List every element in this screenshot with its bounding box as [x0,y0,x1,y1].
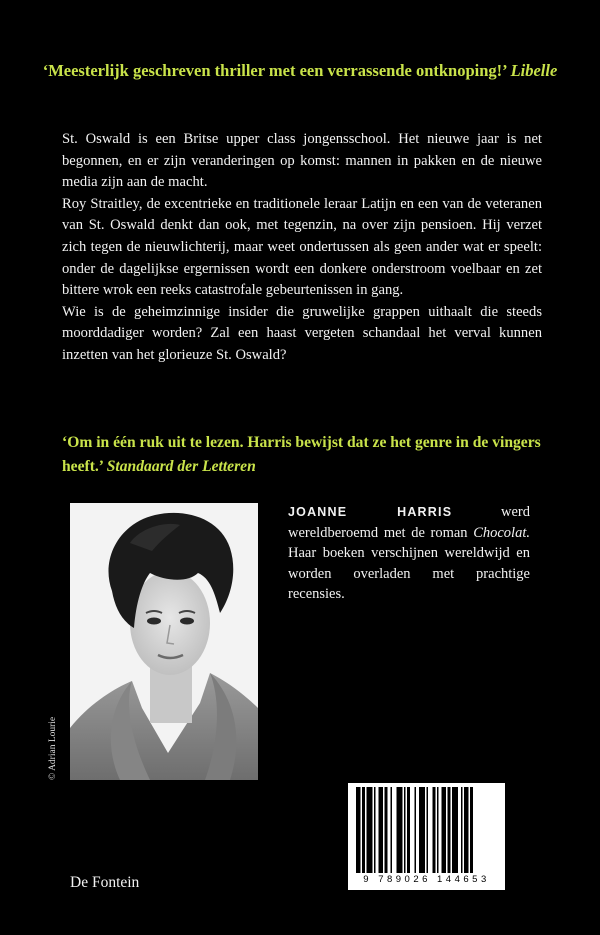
author-bio [288,502,530,605]
bio-text-2: Haar boeken verschijnen wereldwijd en worden overladen met prachtige recensies. [288,545,530,602]
blurb-paragraph-3: Wie is de geheimzinnige insider die gruwelijke grappen uithaalt die steeds moorddadiger worden? Zal een haast vergeten schandaal het verval kunnen inzetten van het glorieuze St. Oswald? [62,303,542,363]
blurb-paragraph-1: St. Oswald is een Britse upper class jongensschool. Het nieuwe jaar is net begonnen, en er zijn veranderingen op komst: mannen in pakken en de nieuwe media zijn aan de macht. [62,131,542,191]
barcode [348,783,505,890]
barcode-bars-icon [354,787,499,873]
photo-credit: © Adrian Lourie [48,716,58,780]
author-photo [70,503,258,780]
bio-text-1: werd wereldberoemd met de roman [288,504,530,541]
second-quote-text: ‘Om in één ruk uit te lezen. Harris bewijst dat ze het genre in de vingers heeft.’ [62,434,541,475]
top-review-quote [0,59,600,83]
author-name: JOANNE HARRIS [288,505,453,519]
second-quote-source: Standaard der Letteren [106,458,256,475]
blurb-paragraph-2: Roy Straitley, de excentrieke en traditionele leraar Latijn en een van de veteranen van St. Oswald denkt dan ook, met tegenzin, na over zijn pensioen. Hij verzet zich tegen de nieuwlichterij, maar weet ondertussen als geen ander wat er speelt: onder de dagelijkse ergernissen wordt een donkere onderstroom voelbaar en zet bittere wrok een reeks catastrofale gebeurtenissen in gang. [62,195,542,299]
barcode-number: 9 789026 144653 [363,874,490,885]
publisher-name: De Fontein [70,874,140,891]
blurb [62,129,542,367]
top-quote-source: Libelle [510,61,558,80]
bio-book-title: Chocolat. [473,524,530,541]
top-quote-text: ‘Meesterlijk geschreven thriller met een verrassende ontknoping!’ [42,61,507,80]
second-review-quote [62,431,542,479]
